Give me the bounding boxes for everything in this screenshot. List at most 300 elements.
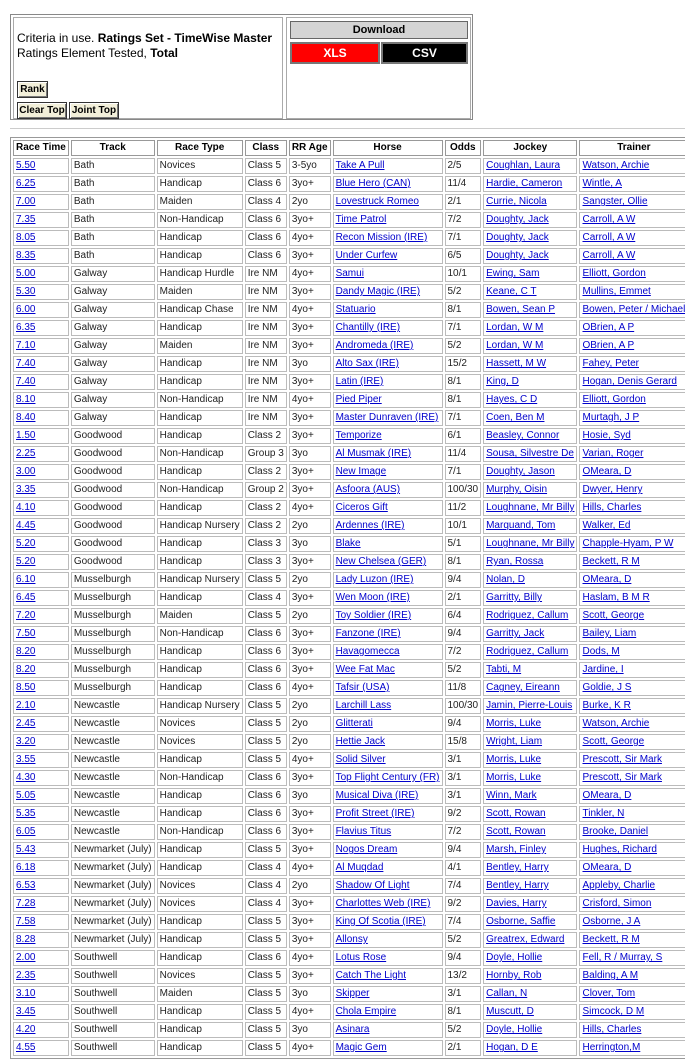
trainer-cell bbox=[579, 1022, 685, 1038]
rr-age-cell: 3yo+ bbox=[289, 968, 331, 984]
horse-cell bbox=[333, 896, 443, 912]
track-cell: Southwell bbox=[71, 950, 155, 966]
jockey-link[interactable]: Hassett, M W bbox=[486, 358, 547, 369]
trainer-link[interactable]: Appleby, Charlie bbox=[582, 880, 656, 891]
race-type-cell: Non-Handicap bbox=[157, 824, 243, 840]
jockey-link[interactable]: Winn, Mark bbox=[486, 790, 537, 801]
jockey-link[interactable]: Doughty, Jack bbox=[486, 214, 549, 225]
trainer-link[interactable]: Watson, Archie bbox=[582, 160, 650, 171]
horse-link[interactable]: Top Flight Century (FR) bbox=[335, 772, 440, 783]
horse-link[interactable]: Al Muqdad bbox=[335, 862, 384, 873]
jockey-cell bbox=[483, 1040, 577, 1056]
horse-link[interactable]: Toy Soldier (IRE) bbox=[335, 610, 412, 621]
race-type-cell: Handicap bbox=[157, 950, 243, 966]
race-time-cell bbox=[13, 266, 69, 282]
jockey-link[interactable]: Currie, Nicola bbox=[486, 196, 547, 207]
jockey-link[interactable]: Muscutt, D bbox=[486, 1006, 534, 1017]
horse-link[interactable]: Statuario bbox=[335, 304, 376, 315]
race-time-link[interactable]: 3.10 bbox=[16, 988, 36, 999]
horse-link[interactable]: Andromeda (IRE) bbox=[335, 340, 414, 351]
horse-link[interactable]: New Image bbox=[335, 466, 387, 477]
race-time-link[interactable]: 6.05 bbox=[16, 826, 36, 837]
trainer-cell bbox=[579, 590, 685, 606]
trainer-link[interactable]: Sangster, Ollie bbox=[582, 196, 648, 207]
trainer-link[interactable]: Beckett, R M bbox=[582, 934, 640, 945]
jockey-cell bbox=[483, 320, 577, 336]
class-cell: Class 4 bbox=[245, 896, 287, 912]
table-row bbox=[13, 626, 685, 642]
race-time-link[interactable]: 8.50 bbox=[16, 682, 36, 693]
horse-link[interactable]: Ardennes (IRE) bbox=[335, 520, 405, 531]
trainer-link[interactable]: Balding, A M bbox=[582, 970, 639, 981]
race-time-link[interactable]: 5.35 bbox=[16, 808, 36, 819]
header-track[interactable]: Track bbox=[71, 140, 155, 156]
header-jockey[interactable]: Jockey bbox=[483, 140, 577, 156]
jockey-link[interactable]: Ryan, Rossa bbox=[486, 556, 544, 567]
jockey-link[interactable]: Doyle, Hollie bbox=[486, 952, 543, 963]
jockey-link[interactable]: Davies, Harry bbox=[486, 898, 547, 909]
header-class[interactable]: Class bbox=[245, 140, 287, 156]
class-cell: Class 2 bbox=[245, 518, 287, 534]
jockey-link[interactable]: Greatrex, Edward bbox=[486, 934, 565, 945]
race-time-link[interactable]: 5.43 bbox=[16, 844, 36, 855]
race-time-link[interactable]: 7.50 bbox=[16, 628, 36, 639]
horse-cell bbox=[333, 572, 443, 588]
jockey-link[interactable]: Doughty, Jason bbox=[486, 466, 555, 477]
table-row bbox=[13, 572, 685, 588]
horse-cell bbox=[333, 500, 443, 516]
race-time-link[interactable]: 8.40 bbox=[16, 412, 36, 423]
race-time-link[interactable]: 2.10 bbox=[16, 700, 36, 711]
clear-top-button[interactable]: Clear Top bbox=[17, 102, 67, 119]
jockey-cell bbox=[483, 680, 577, 696]
horse-cell bbox=[333, 428, 443, 444]
jockey-link[interactable]: Beasley, Connor bbox=[486, 430, 560, 441]
horse-link[interactable]: Alto Sax (IRE) bbox=[335, 358, 399, 369]
trainer-link[interactable]: Burke, K R bbox=[582, 700, 631, 711]
race-time-link[interactable]: 5.30 bbox=[16, 286, 36, 297]
horse-link[interactable]: Catch The Light bbox=[335, 970, 406, 981]
joint-top-button[interactable]: Joint Top bbox=[69, 102, 119, 119]
jockey-link[interactable]: Lordan, W M bbox=[486, 322, 544, 333]
odds-cell: 10/1 bbox=[445, 266, 482, 282]
horse-link[interactable]: Fanzone (IRE) bbox=[335, 628, 401, 639]
jockey-link[interactable]: Osborne, Saffie bbox=[486, 916, 556, 927]
race-time-link[interactable]: 7.28 bbox=[16, 898, 36, 909]
jockey-link[interactable]: Loughnane, Mr Billy bbox=[486, 538, 575, 549]
horse-link[interactable]: Latin (IRE) bbox=[335, 376, 384, 387]
header-race-time[interactable]: Race Time bbox=[13, 140, 69, 156]
race-time-link[interactable]: 3.00 bbox=[16, 466, 36, 477]
class-cell: Ire NM bbox=[245, 284, 287, 300]
element-prefix: Ratings Element Tested, bbox=[17, 46, 151, 60]
horse-cell bbox=[333, 374, 443, 390]
trainer-link[interactable]: Prescott, Sir Mark bbox=[582, 754, 662, 765]
horse-link[interactable]: Solid Silver bbox=[335, 754, 386, 765]
horse-cell bbox=[333, 860, 443, 876]
race-time-link[interactable]: 7.58 bbox=[16, 916, 36, 927]
rr-age-cell: 3yo+ bbox=[289, 662, 331, 678]
race-time-link[interactable]: 7.35 bbox=[16, 214, 36, 225]
race-time-link[interactable]: 6.18 bbox=[16, 862, 36, 873]
horse-cell bbox=[333, 734, 443, 750]
race-time-link[interactable]: 5.05 bbox=[16, 790, 36, 801]
jockey-link[interactable]: Doughty, Jack bbox=[486, 250, 549, 261]
class-cell: Group 3 bbox=[245, 446, 287, 462]
trainer-cell bbox=[579, 446, 685, 462]
jockey-link[interactable]: Morris, Luke bbox=[486, 718, 542, 729]
xls-button[interactable]: XLS bbox=[290, 42, 380, 64]
jockey-link[interactable]: Garritty, Billy bbox=[486, 592, 543, 603]
table-row bbox=[13, 158, 685, 174]
race-time-link[interactable]: 8.10 bbox=[16, 394, 36, 405]
jockey-link[interactable]: Callan, N bbox=[486, 988, 528, 999]
header-odds[interactable]: Odds bbox=[445, 140, 482, 156]
horse-link[interactable]: Dandy Magic (IRE) bbox=[335, 286, 421, 297]
table-row bbox=[13, 338, 685, 354]
trainer-link[interactable]: OMeara, D bbox=[582, 574, 632, 585]
trainer-link[interactable]: Murtagh, J P bbox=[582, 412, 640, 423]
horse-link[interactable]: Lotus Rose bbox=[335, 952, 387, 963]
race-time-link[interactable]: 7.10 bbox=[16, 340, 36, 351]
jockey-link[interactable]: Lordan, W M bbox=[486, 340, 544, 351]
trainer-cell bbox=[579, 158, 685, 174]
horse-link[interactable]: Lovestruck Romeo bbox=[335, 196, 419, 207]
trainer-link[interactable]: Hills, Charles bbox=[582, 1024, 642, 1035]
table-row bbox=[13, 410, 685, 426]
class-cell: Class 6 bbox=[245, 662, 287, 678]
race-time-link[interactable]: 4.30 bbox=[16, 772, 36, 783]
race-time-link[interactable]: 8.28 bbox=[16, 934, 36, 945]
trainer-link[interactable]: Scott, George bbox=[582, 610, 645, 621]
horse-link[interactable]: Al Musmak (IRE) bbox=[335, 448, 412, 459]
horse-link[interactable]: Chantilly (IRE) bbox=[335, 322, 401, 333]
odds-cell: 2/1 bbox=[445, 194, 482, 210]
race-time-link[interactable]: 3.35 bbox=[16, 484, 36, 495]
horse-link[interactable]: Master Dunraven (IRE) bbox=[335, 412, 439, 423]
horse-link[interactable]: Pied Piper bbox=[335, 394, 382, 405]
trainer-link[interactable]: Chapple-Hyam, P W bbox=[582, 538, 674, 549]
trainer-link[interactable]: Hosie, Syd bbox=[582, 430, 631, 441]
jockey-cell bbox=[483, 950, 577, 966]
trainer-link[interactable]: Goldie, J S bbox=[582, 682, 632, 693]
race-time-link[interactable]: 1.50 bbox=[16, 430, 36, 441]
jockey-link[interactable]: Wright, Liam bbox=[486, 736, 543, 747]
jockey-cell bbox=[483, 770, 577, 786]
class-cell: Ire NM bbox=[245, 266, 287, 282]
trainer-link[interactable]: Crisford, Simon bbox=[582, 898, 652, 909]
trainer-link[interactable]: Watson, Archie bbox=[582, 718, 650, 729]
horse-link[interactable]: Under Curfew bbox=[335, 250, 398, 261]
jockey-link[interactable]: Marsh, Finley bbox=[486, 844, 547, 855]
trainer-link[interactable]: Tinkler, N bbox=[582, 808, 625, 819]
table-row bbox=[13, 1004, 685, 1020]
jockey-link[interactable]: Garritty, Jack bbox=[486, 628, 545, 639]
jockey-link[interactable]: Bentley, Harry bbox=[486, 862, 549, 873]
race-time-link[interactable]: 7.40 bbox=[16, 376, 36, 387]
table-row bbox=[13, 896, 685, 912]
track-cell: Bath bbox=[71, 212, 155, 228]
race-type-cell: Handicap bbox=[157, 230, 243, 246]
jockey-link[interactable]: Bentley, Harry bbox=[486, 880, 549, 891]
jockey-link[interactable]: Morris, Luke bbox=[486, 754, 542, 765]
trainer-link[interactable]: Hogan, Denis Gerard bbox=[582, 376, 677, 387]
jockey-link[interactable]: Keane, C T bbox=[486, 286, 537, 297]
trainer-link[interactable]: Hills, Charles bbox=[582, 502, 642, 513]
trainer-link[interactable]: Hughes, Richard bbox=[582, 844, 657, 855]
odds-cell: 7/2 bbox=[445, 644, 482, 660]
jockey-cell bbox=[483, 590, 577, 606]
jockey-link[interactable]: Scott, Rowan bbox=[486, 826, 546, 837]
race-time-link[interactable]: 4.20 bbox=[16, 1024, 36, 1035]
trainer-link[interactable]: Beckett, R M bbox=[582, 556, 640, 567]
odds-cell: 2/1 bbox=[445, 1040, 482, 1056]
rr-age-cell: 4yo+ bbox=[289, 1040, 331, 1056]
race-time-link[interactable]: 2.25 bbox=[16, 448, 36, 459]
jockey-link[interactable]: Murphy, Oisin bbox=[486, 484, 548, 495]
trainer-link[interactable]: Bowen, Peter / Michael bbox=[582, 304, 685, 315]
jockey-link[interactable]: Loughnane, Mr Billy bbox=[486, 502, 575, 513]
trainer-link[interactable]: OMeara, D bbox=[582, 466, 632, 477]
race-time-link[interactable]: 8.05 bbox=[16, 232, 36, 243]
trainer-link[interactable]: OMeara, D bbox=[582, 790, 632, 801]
odds-cell: 2/5 bbox=[445, 158, 482, 174]
trainer-link[interactable]: Haslam, B M R bbox=[582, 592, 650, 603]
race-time-link[interactable]: 2.00 bbox=[16, 952, 36, 963]
criteria-box bbox=[13, 17, 283, 119]
trainer-link[interactable]: Fell, R / Murray, S bbox=[582, 952, 663, 963]
horse-cell bbox=[333, 554, 443, 570]
jockey-link[interactable]: Tabti, M bbox=[486, 664, 522, 675]
horse-cell bbox=[333, 158, 443, 174]
jockey-link[interactable]: Morris, Luke bbox=[486, 772, 542, 783]
trainer-link[interactable]: Carroll, A W bbox=[582, 250, 636, 261]
trainer-link[interactable]: OMeara, D bbox=[582, 862, 632, 873]
track-cell: Galway bbox=[71, 284, 155, 300]
race-time-link[interactable]: 3.55 bbox=[16, 754, 36, 765]
class-cell: Class 3 bbox=[245, 536, 287, 552]
race-time-link[interactable]: 6.45 bbox=[16, 592, 36, 603]
class-cell: Class 4 bbox=[245, 590, 287, 606]
jockey-link[interactable]: Marquand, Tom bbox=[486, 520, 556, 531]
jockey-link[interactable]: Rodriguez, Callum bbox=[486, 646, 569, 657]
jockey-link[interactable]: King, D bbox=[486, 376, 519, 387]
race-time-link[interactable]: 5.50 bbox=[16, 160, 36, 171]
horse-link[interactable]: Chola Empire bbox=[335, 1006, 397, 1017]
jockey-link[interactable]: Hogan, D E bbox=[486, 1042, 538, 1053]
jockey-link[interactable]: Coughlan, Laura bbox=[486, 160, 561, 171]
race-time-link[interactable]: 4.55 bbox=[16, 1042, 36, 1053]
jockey-cell bbox=[483, 158, 577, 174]
track-cell: Newmarket (July) bbox=[71, 914, 155, 930]
trainer-link[interactable]: Elliott, Gordon bbox=[582, 394, 646, 405]
header-horse[interactable]: Horse bbox=[333, 140, 443, 156]
race-time-link[interactable]: 8.20 bbox=[16, 664, 36, 675]
horse-link[interactable]: Recon Mission (IRE) bbox=[335, 232, 428, 243]
jockey-link[interactable]: Rodriguez, Callum bbox=[486, 610, 569, 621]
horse-cell bbox=[333, 482, 443, 498]
jockey-link[interactable]: Coen, Ben M bbox=[486, 412, 545, 423]
rr-age-cell: 3yo+ bbox=[289, 464, 331, 480]
trainer-link[interactable]: Carroll, A W bbox=[582, 232, 636, 243]
trainer-link[interactable]: Herrington,M bbox=[582, 1042, 641, 1053]
race-time-cell bbox=[13, 716, 69, 732]
horse-link[interactable]: Hettie Jack bbox=[335, 736, 386, 747]
horse-link[interactable]: Temporize bbox=[335, 430, 382, 441]
horse-link[interactable]: Blake bbox=[335, 538, 361, 549]
jockey-link[interactable]: Bowen, Sean P bbox=[486, 304, 556, 315]
race-time-link[interactable]: 6.53 bbox=[16, 880, 36, 891]
trainer-link[interactable]: OBrien, A P bbox=[582, 322, 635, 333]
trainer-link[interactable]: Brooke, Daniel bbox=[582, 826, 649, 837]
horse-link[interactable]: Lady Luzon (IRE) bbox=[335, 574, 414, 585]
race-time-link[interactable]: 6.35 bbox=[16, 322, 36, 333]
race-time-link[interactable]: 2.35 bbox=[16, 970, 36, 981]
class-cell: Class 2 bbox=[245, 500, 287, 516]
jockey-link[interactable]: Doyle, Hollie bbox=[486, 1024, 543, 1035]
race-time-link[interactable]: 6.25 bbox=[16, 178, 36, 189]
trainer-link[interactable]: Dwyer, Henry bbox=[582, 484, 643, 495]
race-time-link[interactable]: 6.10 bbox=[16, 574, 36, 585]
horse-link[interactable]: King Of Scotia (IRE) bbox=[335, 916, 426, 927]
horse-link[interactable]: Shadow Of Light bbox=[335, 880, 410, 891]
trainer-link[interactable]: Varian, Roger bbox=[582, 448, 644, 459]
horse-link[interactable]: Asinara bbox=[335, 1024, 370, 1035]
jockey-link[interactable]: Nolan, D bbox=[486, 574, 525, 585]
trainer-link[interactable]: Mullins, Emmet bbox=[582, 286, 651, 297]
trainer-link[interactable]: Prescott, Sir Mark bbox=[582, 772, 662, 783]
odds-cell: 5/2 bbox=[445, 932, 482, 948]
trainer-link[interactable]: Bailey, Liam bbox=[582, 628, 637, 639]
race-time-link[interactable]: 7.40 bbox=[16, 358, 36, 369]
table-row bbox=[13, 914, 685, 930]
trainer-link[interactable]: Jardine, I bbox=[582, 664, 624, 675]
jockey-link[interactable]: Hayes, C D bbox=[486, 394, 538, 405]
race-time-link[interactable]: 2.45 bbox=[16, 718, 36, 729]
trainer-cell bbox=[579, 176, 685, 192]
csv-button[interactable]: CSV bbox=[381, 42, 468, 64]
race-time-link[interactable]: 4.45 bbox=[16, 520, 36, 531]
race-time-cell bbox=[13, 626, 69, 642]
jockey-link[interactable]: Scott, Rowan bbox=[486, 808, 546, 819]
trainer-cell bbox=[579, 770, 685, 786]
race-time-link[interactable]: 3.20 bbox=[16, 736, 36, 747]
jockey-link[interactable]: Ewing, Sam bbox=[486, 268, 540, 279]
jockey-cell bbox=[483, 914, 577, 930]
race-time-cell bbox=[13, 932, 69, 948]
race-time-cell bbox=[13, 968, 69, 984]
header-trainer[interactable]: Trainer bbox=[579, 140, 685, 156]
header-race-type[interactable]: Race Type bbox=[157, 140, 243, 156]
race-time-link[interactable]: 8.35 bbox=[16, 250, 36, 261]
race-type-cell: Handicap bbox=[157, 464, 243, 480]
rr-age-cell: 3yo bbox=[289, 986, 331, 1002]
trainer-link[interactable]: Fahey, Peter bbox=[582, 358, 639, 369]
jockey-cell bbox=[483, 1004, 577, 1020]
trainer-link[interactable]: Scott, George bbox=[582, 736, 645, 747]
race-type-cell: Handicap bbox=[157, 788, 243, 804]
horse-link[interactable]: Wen Moon (IRE) bbox=[335, 592, 410, 603]
horse-link[interactable]: Asfoora (AUS) bbox=[335, 484, 401, 495]
odds-cell: 9/4 bbox=[445, 950, 482, 966]
horse-link[interactable]: Skipper bbox=[335, 988, 370, 999]
horse-link[interactable]: Samui bbox=[335, 268, 364, 279]
horse-link[interactable]: Wee Fat Mac bbox=[335, 664, 395, 675]
rr-age-cell: 3yo+ bbox=[289, 320, 331, 336]
race-time-link[interactable]: 3.45 bbox=[16, 1006, 36, 1017]
horse-link[interactable]: Havagomecca bbox=[335, 646, 400, 657]
horse-link[interactable]: Charlottes Web (IRE) bbox=[335, 898, 431, 909]
class-cell: Class 6 bbox=[245, 680, 287, 696]
trainer-link[interactable]: Walker, Ed bbox=[582, 520, 631, 531]
trainer-link[interactable]: Clover, Tom bbox=[582, 988, 636, 999]
race-time-link[interactable]: 7.20 bbox=[16, 610, 36, 621]
horse-link[interactable]: Ciceros Gift bbox=[335, 502, 388, 513]
horse-link[interactable]: Time Patrol bbox=[335, 214, 387, 225]
trainer-link[interactable]: Elliott, Gordon bbox=[582, 268, 646, 279]
horse-link[interactable]: Glitterati bbox=[335, 718, 373, 729]
race-time-link[interactable]: 5.20 bbox=[16, 556, 36, 567]
rr-age-cell: 3yo+ bbox=[289, 644, 331, 660]
jockey-link[interactable]: Cagney, Eireann bbox=[486, 682, 560, 693]
trainer-link[interactable]: Dods, M bbox=[582, 646, 620, 657]
trainer-link[interactable]: Wintle, A bbox=[582, 178, 622, 189]
race-time-link[interactable]: 5.00 bbox=[16, 268, 36, 279]
race-time-cell bbox=[13, 824, 69, 840]
race-time-link[interactable]: 7.00 bbox=[16, 196, 36, 207]
horse-link[interactable]: Take A Pull bbox=[335, 160, 385, 171]
rank-button[interactable]: Rank bbox=[17, 81, 48, 98]
race-type-cell: Handicap bbox=[157, 644, 243, 660]
horse-link[interactable]: Larchill Lass bbox=[335, 700, 392, 711]
race-type-cell: Handicap Hurdle bbox=[157, 266, 243, 282]
jockey-link[interactable]: Doughty, Jack bbox=[486, 232, 549, 243]
trainer-link[interactable]: OBrien, A P bbox=[582, 340, 635, 351]
horse-link[interactable]: New Chelsea (GER) bbox=[335, 556, 427, 567]
horse-link[interactable]: Nogos Dream bbox=[335, 844, 398, 855]
jockey-link[interactable]: Hardie, Cameron bbox=[486, 178, 563, 189]
table-row bbox=[13, 608, 685, 624]
horse-link[interactable]: Tafsir (USA) bbox=[335, 682, 390, 693]
class-cell: Class 6 bbox=[245, 248, 287, 264]
odds-cell: 6/4 bbox=[445, 608, 482, 624]
race-time-link[interactable]: 8.20 bbox=[16, 646, 36, 657]
trainer-link[interactable]: Osborne, J A bbox=[582, 916, 641, 927]
jockey-link[interactable]: Jamin, Pierre-Louis bbox=[486, 700, 573, 711]
trainer-link[interactable]: Carroll, A W bbox=[582, 214, 636, 225]
trainer-cell bbox=[579, 554, 685, 570]
race-time-link[interactable]: 5.20 bbox=[16, 538, 36, 549]
horse-link[interactable]: Profit Street (IRE) bbox=[335, 808, 415, 819]
race-time-cell bbox=[13, 1040, 69, 1056]
criteria-prefix: Criteria in use. bbox=[17, 31, 98, 45]
race-time-link[interactable]: 4.10 bbox=[16, 502, 36, 513]
horse-link[interactable]: Musical Diva (IRE) bbox=[335, 790, 419, 801]
jockey-link[interactable]: Sousa, Silvestre De bbox=[486, 448, 574, 459]
track-cell: Musselburgh bbox=[71, 608, 155, 624]
horse-link[interactable]: Allonsy bbox=[335, 934, 368, 945]
horse-link[interactable]: Flavius Titus bbox=[335, 826, 392, 837]
horse-link[interactable]: Magic Gem bbox=[335, 1042, 387, 1053]
trainer-link[interactable]: Simcock, D M bbox=[582, 1006, 645, 1017]
horse-link[interactable]: Blue Hero (CAN) bbox=[335, 178, 411, 189]
race-time-cell bbox=[13, 950, 69, 966]
race-time-cell bbox=[13, 860, 69, 876]
class-cell: Class 5 bbox=[245, 986, 287, 1002]
race-time-link[interactable]: 6.00 bbox=[16, 304, 36, 315]
jockey-link[interactable]: Hornby, Rob bbox=[486, 970, 542, 981]
header-rr-age[interactable]: RR Age bbox=[289, 140, 331, 156]
